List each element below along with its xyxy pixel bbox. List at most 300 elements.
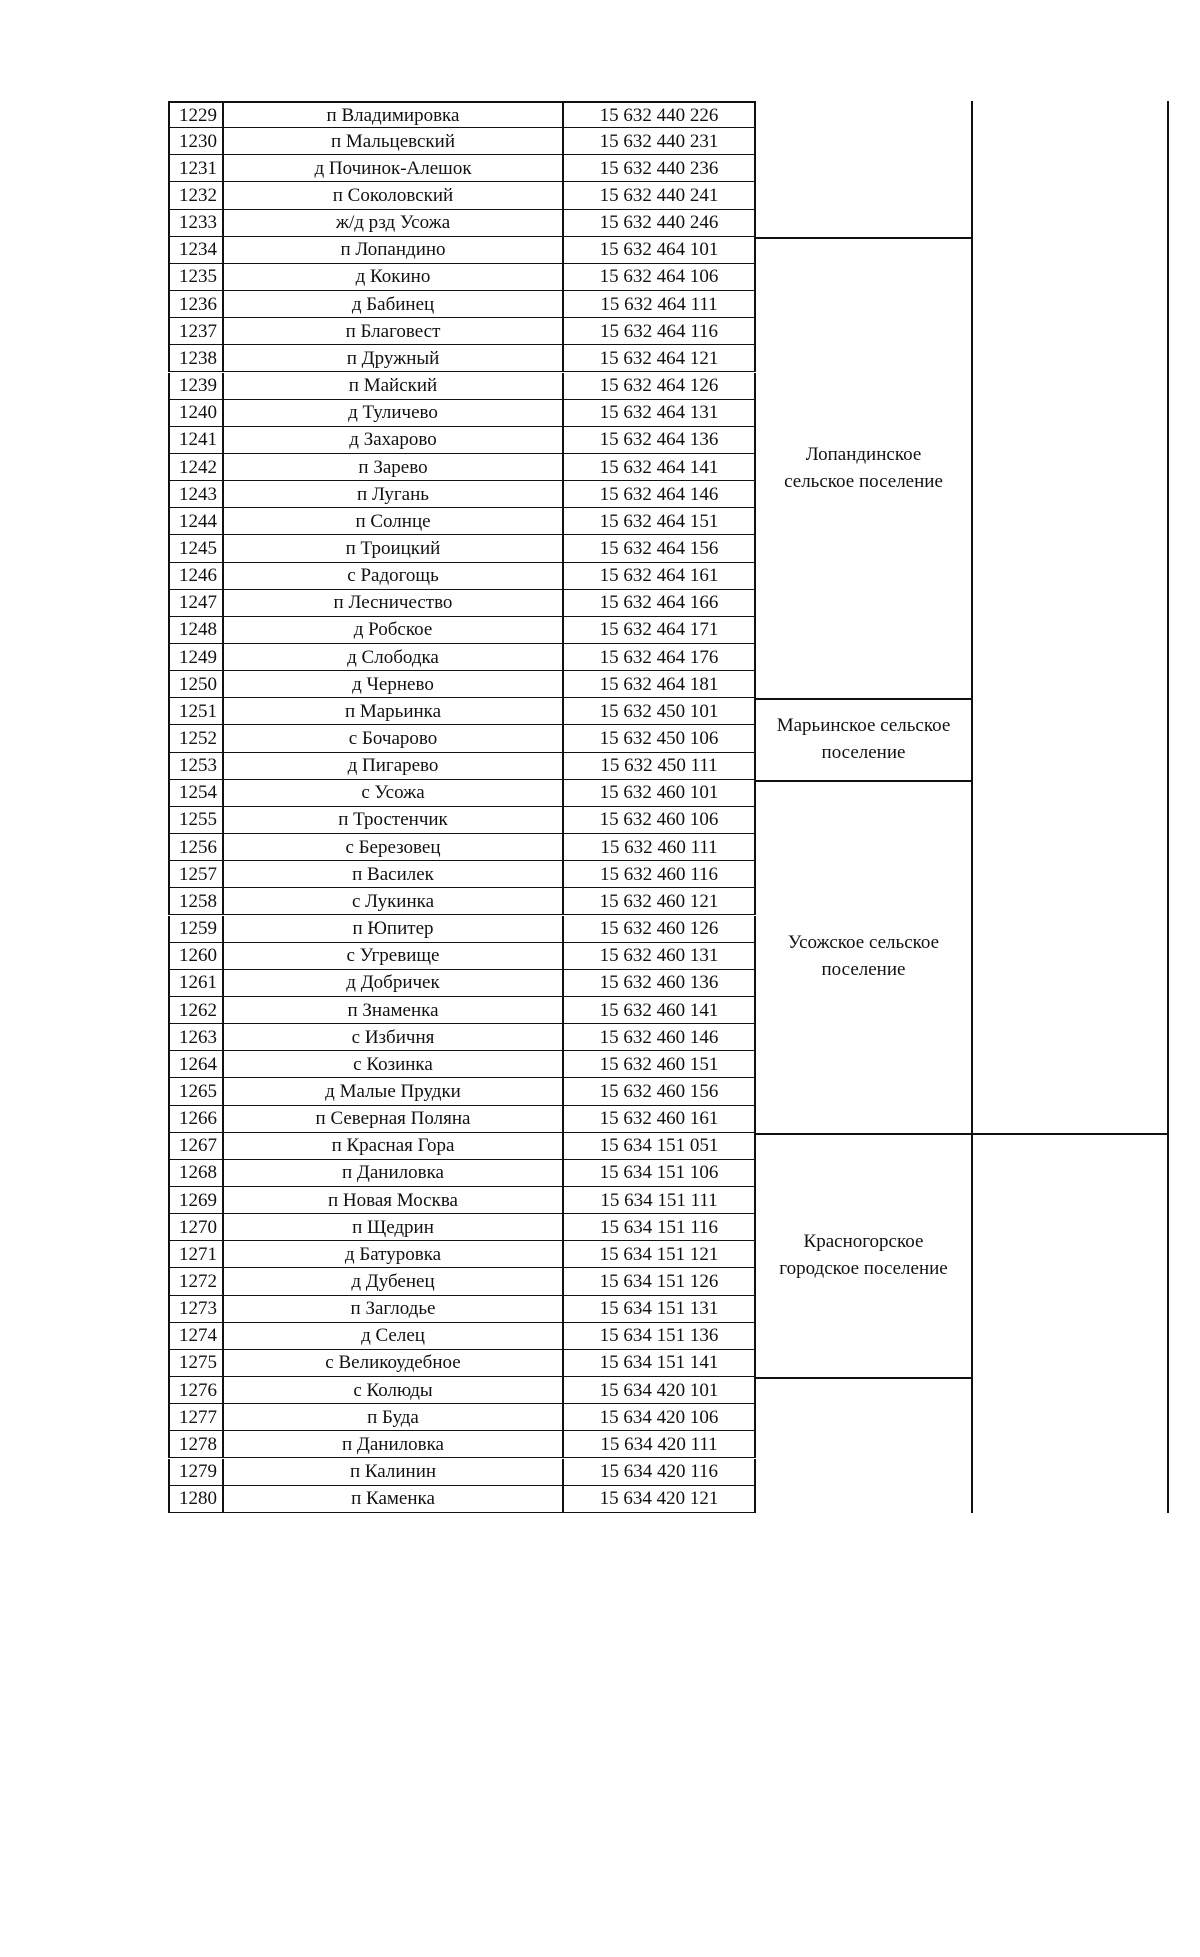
column-rule (971, 101, 973, 1513)
oktmo-code (564, 807, 756, 834)
row-number (168, 725, 224, 752)
table-row (168, 1296, 756, 1323)
oktmo-code-text: 15 632 464 131 (599, 402, 719, 424)
settlement-name-text: с Великоудебное (325, 1352, 461, 1374)
municipality-name (779, 1228, 947, 1282)
oktmo-code-text: 15 632 460 126 (599, 918, 719, 940)
oktmo-code-text: 15 634 151 121 (599, 1243, 719, 1265)
table-row (168, 1486, 756, 1513)
settlement-name (224, 1214, 564, 1241)
table-row (168, 101, 756, 128)
oktmo-code (564, 617, 756, 644)
table-row (168, 508, 756, 535)
row-number-text: 1277 (179, 1406, 217, 1428)
row-number-text: 1280 (179, 1488, 217, 1510)
table-row (168, 1078, 756, 1105)
row-number-text: 1233 (179, 212, 217, 234)
settlement-name (224, 780, 564, 807)
settlement-name-text: с Лукинка (351, 890, 435, 912)
row-number (168, 943, 224, 970)
table-row (168, 264, 756, 291)
row-number-text: 1245 (179, 537, 217, 559)
oktmo-code-text: 15 632 460 146 (599, 1026, 719, 1048)
settlement-name (224, 1404, 564, 1431)
oktmo-code-text: 15 632 464 141 (599, 456, 719, 478)
settlement-name (224, 1459, 564, 1486)
oktmo-code (564, 1214, 756, 1241)
table-row (168, 1051, 756, 1078)
oktmo-code-text: 15 632 464 151 (599, 510, 719, 532)
settlement-name-text: п Даниловка (342, 1162, 444, 1184)
row-number (168, 1024, 224, 1051)
oktmo-code-text: 15 632 464 111 (600, 293, 718, 315)
settlement-name-text: д Пигарево (347, 755, 439, 777)
row-number (168, 345, 224, 372)
oktmo-code-text: 15 634 420 106 (599, 1406, 719, 1428)
table-row (168, 535, 756, 562)
table-row (168, 318, 756, 345)
oktmo-code (564, 1051, 756, 1078)
oktmo-code-text: 15 632 464 176 (599, 646, 719, 668)
group-divider (756, 237, 971, 239)
oktmo-code (564, 1133, 756, 1160)
table-row (168, 454, 756, 481)
settlement-name-text: п Дружный (346, 347, 440, 369)
row-number (168, 128, 224, 155)
settlement-name (224, 291, 564, 318)
row-number-text: 1247 (179, 592, 217, 614)
table-row (168, 861, 756, 888)
table-row (168, 182, 756, 209)
row-number (168, 1377, 224, 1404)
table-row (168, 155, 756, 182)
settlement-name-text: д Дубенец (351, 1271, 435, 1292)
oktmo-code (564, 291, 756, 318)
oktmo-code-text: 15 632 460 156 (599, 1080, 719, 1102)
municipality-name-line2: сельское поселение (784, 470, 943, 492)
municipality-name-line2: поселение (821, 742, 906, 764)
oktmo-code (564, 481, 756, 508)
settlement-name-text: п Заглодье (350, 1298, 436, 1320)
row-number-text: 1262 (179, 999, 217, 1021)
oktmo-code-text: 15 632 460 101 (599, 782, 719, 804)
table-row (168, 671, 756, 698)
row-number-text: 1241 (179, 429, 217, 451)
table-row (168, 345, 756, 372)
settlement-name-text: с Угревище (346, 945, 440, 967)
row-number (168, 291, 224, 318)
oktmo-code-text: 15 632 464 156 (599, 537, 719, 559)
settlement-name-text: п Владимировка (326, 104, 460, 126)
settlement-name (224, 725, 564, 752)
row-number (168, 535, 224, 562)
row-number (168, 1241, 224, 1268)
settlement-name (224, 698, 564, 725)
oktmo-code-text: 15 632 440 241 (599, 185, 719, 206)
row-number (168, 264, 224, 291)
municipality-name-line2: городское поселение (779, 1257, 948, 1279)
oktmo-code (564, 888, 756, 915)
oktmo-code (564, 400, 756, 427)
oktmo-code-text: 15 632 440 246 (599, 212, 719, 234)
settlement-name-text: п Благовест (345, 320, 441, 342)
row-number (168, 807, 224, 834)
settlement-name (224, 1241, 564, 1268)
oktmo-code-text: 15 634 420 101 (599, 1379, 719, 1401)
table-row (168, 1431, 756, 1458)
settlement-name-text: с Избичня (351, 1026, 435, 1048)
table-row (168, 1187, 756, 1214)
settlement-name-text: п Даниловка (342, 1433, 444, 1455)
row-number-text: 1235 (179, 266, 217, 288)
oktmo-code (564, 1241, 756, 1268)
municipality-cell (756, 1377, 971, 1513)
oktmo-code (564, 671, 756, 698)
settlement-name (224, 1078, 564, 1105)
oktmo-code (564, 1350, 756, 1377)
row-number-text: 1236 (179, 293, 217, 315)
row-number-text: 1243 (179, 483, 217, 505)
settlement-name-text: п Буда (367, 1406, 419, 1428)
settlement-name (224, 318, 564, 345)
settlement-name (224, 1431, 564, 1458)
row-number (168, 427, 224, 454)
oktmo-code (564, 1268, 756, 1295)
oktmo-code-text: 15 634 151 126 (599, 1271, 719, 1292)
row-number (168, 155, 224, 182)
settlement-name (224, 1323, 564, 1350)
row-number-text: 1256 (179, 836, 217, 858)
row-number-text: 1269 (179, 1189, 217, 1211)
settlement-name (224, 454, 564, 481)
oktmo-code (564, 916, 756, 943)
municipality-cell (756, 101, 971, 237)
row-number-text: 1261 (179, 972, 217, 994)
row-number (168, 1323, 224, 1350)
settlement-name (224, 1024, 564, 1051)
oktmo-code (564, 101, 756, 128)
oktmo-code-text: 15 632 440 226 (599, 104, 719, 126)
table-row (168, 888, 756, 915)
oktmo-code-text: 15 632 460 131 (599, 945, 719, 967)
settlement-name-text: п Знаменка (347, 999, 439, 1021)
table-row (168, 698, 756, 725)
settlement-name-text: п Новая Москва (328, 1189, 458, 1211)
row-number-text: 1230 (179, 130, 217, 152)
municipality-cell (756, 1133, 971, 1377)
row-number (168, 1160, 224, 1187)
oktmo-code (564, 1160, 756, 1187)
column-rule (1167, 101, 1169, 1513)
oktmo-code-text: 15 634 420 121 (599, 1488, 719, 1510)
settlement-name (224, 997, 564, 1024)
settlement-name (224, 807, 564, 834)
settlement-name (224, 1106, 564, 1133)
table-row (168, 1133, 756, 1160)
row-number-text: 1266 (179, 1108, 217, 1130)
row-number-text: 1264 (179, 1053, 217, 1075)
settlement-name (224, 1160, 564, 1187)
settlement-name (224, 888, 564, 915)
oktmo-code (564, 997, 756, 1024)
settlement-name (224, 1296, 564, 1323)
settlement-name (224, 427, 564, 454)
row-number (168, 508, 224, 535)
settlement-name-text: п Троицкий (345, 537, 441, 559)
settlement-name (224, 916, 564, 943)
settlement-name (224, 1486, 564, 1513)
row-number (168, 182, 224, 209)
row-number (168, 1350, 224, 1377)
settlement-name (224, 1187, 564, 1214)
settlement-name (224, 563, 564, 590)
oktmo-code (564, 943, 756, 970)
oktmo-code-text: 15 632 460 121 (599, 890, 719, 912)
settlement-name (224, 943, 564, 970)
settlement-name-text: п Лопандино (340, 239, 446, 261)
settlement-name-text: д Робское (353, 619, 433, 641)
row-number (168, 1404, 224, 1431)
row-number (168, 997, 224, 1024)
table-row (168, 725, 756, 752)
row-number-text: 1267 (179, 1135, 217, 1157)
oktmo-code-text: 15 634 151 106 (599, 1162, 719, 1184)
oktmo-code-text: 15 632 460 161 (599, 1108, 719, 1130)
row-number-text: 1229 (179, 104, 217, 126)
oktmo-code (564, 1323, 756, 1350)
row-number-text: 1237 (179, 320, 217, 342)
settlement-name-text: с Березовец (345, 836, 441, 858)
row-number (168, 454, 224, 481)
table-row (168, 1377, 756, 1404)
settlement-name-text: п Северная Поляна (315, 1108, 471, 1130)
row-number-text: 1234 (179, 239, 217, 261)
settlement-name-text: с Бочарово (348, 728, 438, 749)
settlement-name (224, 590, 564, 617)
settlement-name-text: ж/д рзд Усожа (335, 212, 451, 234)
settlement-name-text: д Слободка (347, 646, 439, 668)
settlement-name (224, 671, 564, 698)
settlement-name (224, 345, 564, 372)
settlement-name (224, 400, 564, 427)
municipality-cell (756, 698, 971, 779)
table-row (168, 1214, 756, 1241)
oktmo-code-text: 15 632 460 141 (599, 999, 719, 1021)
oktmo-code (564, 1078, 756, 1105)
row-number (168, 916, 224, 943)
settlement-name-text: п Тростенчик (338, 809, 448, 831)
row-number (168, 1051, 224, 1078)
settlement-name-text: п Марьинка (344, 700, 442, 722)
row-number-text: 1273 (179, 1298, 217, 1320)
oktmo-code-text: 15 634 420 116 (599, 1461, 719, 1483)
settlement-table (168, 101, 1167, 1513)
settlement-name-text: с Усожа (361, 782, 425, 804)
row-number-text: 1265 (179, 1080, 217, 1102)
oktmo-code (564, 345, 756, 372)
oktmo-code-text: 15 634 151 131 (599, 1298, 719, 1320)
settlement-name-text: п Майский (348, 375, 438, 397)
settlement-name-text: п Лугань (357, 483, 429, 505)
municipality-name-line1: Красногорское (803, 1230, 924, 1252)
settlement-name-text: д Бабинец (351, 293, 435, 315)
oktmo-code-text: 15 632 464 101 (599, 239, 719, 261)
oktmo-code-text: 15 632 440 231 (599, 130, 719, 152)
row-number-text: 1232 (179, 185, 217, 206)
municipality-name-line1: Марьинское сельское (776, 715, 951, 737)
oktmo-code-text: 15 632 464 171 (599, 619, 719, 641)
table-row (168, 400, 756, 427)
settlement-name-text: д Чернево (352, 673, 434, 695)
table-row (168, 1106, 756, 1133)
oktmo-code-text: 15 634 151 116 (599, 1216, 719, 1238)
oktmo-code (564, 590, 756, 617)
row-number (168, 590, 224, 617)
settlement-name (224, 373, 564, 400)
settlement-name-text: п Каменка (351, 1488, 435, 1510)
row-number-text: 1268 (179, 1162, 217, 1184)
settlement-name (224, 264, 564, 291)
district-divider (971, 1133, 1167, 1135)
row-number (168, 753, 224, 780)
oktmo-code (564, 1404, 756, 1431)
table-row (168, 780, 756, 807)
table-row (168, 590, 756, 617)
row-number (168, 617, 224, 644)
row-number (168, 1296, 224, 1323)
settlement-name (224, 834, 564, 861)
oktmo-code (564, 834, 756, 861)
table-row (168, 427, 756, 454)
table-row (168, 481, 756, 508)
row-number-text: 1270 (179, 1216, 217, 1238)
settlement-name (224, 481, 564, 508)
settlement-name-text: п Щедрин (352, 1216, 434, 1238)
settlement-name-text: д Починок-Алешок (314, 157, 472, 179)
oktmo-code (564, 644, 756, 671)
oktmo-code-text: 15 634 420 111 (600, 1433, 718, 1455)
settlement-name (224, 210, 564, 237)
settlement-name-text: с Радогощь (347, 565, 439, 587)
table-row (168, 1268, 756, 1295)
table-row (168, 373, 756, 400)
settlement-name (224, 1350, 564, 1377)
group-divider (756, 780, 971, 782)
settlement-name-text: д Селец (361, 1325, 425, 1347)
municipality-name-line1: Лопандинское (805, 443, 922, 465)
settlement-name (224, 1268, 564, 1295)
settlement-name-text: п Соколовский (332, 185, 454, 206)
oktmo-code (564, 1024, 756, 1051)
table-row (168, 1404, 756, 1431)
oktmo-code (564, 454, 756, 481)
row-number (168, 1133, 224, 1160)
row-number-text: 1242 (179, 456, 217, 478)
settlement-name (224, 182, 564, 209)
oktmo-code (564, 753, 756, 780)
row-number-text: 1251 (179, 700, 217, 722)
row-number (168, 970, 224, 997)
municipality-name-line1: Усожское сельское (787, 932, 940, 954)
table-row (168, 753, 756, 780)
settlement-name (224, 1133, 564, 1160)
settlement-name-text: п Солнце (355, 510, 431, 532)
oktmo-code-text: 15 632 460 116 (599, 863, 719, 885)
table-row (168, 210, 756, 237)
row-number-text: 1250 (179, 673, 217, 695)
row-number-text: 1258 (179, 890, 217, 912)
row-number-text: 1255 (179, 809, 217, 831)
row-number-text: 1259 (179, 918, 217, 940)
row-number (168, 1268, 224, 1295)
oktmo-code (564, 264, 756, 291)
settlement-name-text: п Зарево (358, 456, 428, 478)
settlement-name (224, 128, 564, 155)
row-number-text: 1260 (179, 945, 217, 967)
row-number (168, 1187, 224, 1214)
row-number-text: 1244 (179, 510, 217, 532)
settlement-name-text: д Кокино (355, 266, 431, 288)
settlement-name-text: д Захарово (349, 429, 437, 451)
table-row (168, 1241, 756, 1268)
oktmo-code (564, 1431, 756, 1458)
row-number (168, 373, 224, 400)
municipality-name-line2: поселение (821, 959, 906, 981)
row-number (168, 671, 224, 698)
row-number (168, 101, 224, 128)
oktmo-code (564, 373, 756, 400)
row-number-text: 1263 (179, 1026, 217, 1048)
oktmo-code-text: 15 634 151 051 (599, 1135, 719, 1157)
oktmo-code-text: 15 634 151 136 (599, 1325, 719, 1347)
oktmo-code-text: 15 632 460 106 (599, 809, 719, 831)
row-number (168, 481, 224, 508)
row-number-text: 1271 (179, 1243, 217, 1265)
row-number-text: 1278 (179, 1433, 217, 1455)
group-divider (756, 698, 971, 700)
oktmo-code-text: 15 632 460 111 (600, 836, 718, 858)
table-row (168, 1024, 756, 1051)
oktmo-code-text: 15 632 464 181 (599, 673, 719, 695)
oktmo-code-text: 15 632 450 101 (599, 700, 719, 722)
table-row (168, 1160, 756, 1187)
row-number (168, 1214, 224, 1241)
table-row (168, 237, 756, 264)
oktmo-code (564, 698, 756, 725)
oktmo-code-text: 15 634 151 111 (600, 1189, 718, 1211)
settlement-name-text: с Колюды (353, 1379, 433, 1401)
oktmo-code-text: 15 632 464 166 (599, 592, 719, 614)
settlement-name (224, 508, 564, 535)
table-row (168, 943, 756, 970)
oktmo-code-text: 15 632 460 136 (599, 972, 719, 994)
table-row (168, 997, 756, 1024)
settlement-name (224, 644, 564, 671)
row-number-text: 1272 (179, 1271, 217, 1292)
row-number (168, 1459, 224, 1486)
row-number (168, 210, 224, 237)
settlement-name-text: п Василек (352, 863, 434, 885)
settlement-name-text: п Юпитер (352, 918, 434, 940)
table-row (168, 128, 756, 155)
row-number-text: 1274 (179, 1325, 217, 1347)
settlement-name-text: п Калинин (349, 1461, 437, 1483)
row-number (168, 888, 224, 915)
oktmo-code-text: 15 632 464 136 (599, 429, 719, 451)
oktmo-code (564, 1187, 756, 1214)
settlement-name (224, 861, 564, 888)
row-number-text: 1249 (179, 646, 217, 668)
